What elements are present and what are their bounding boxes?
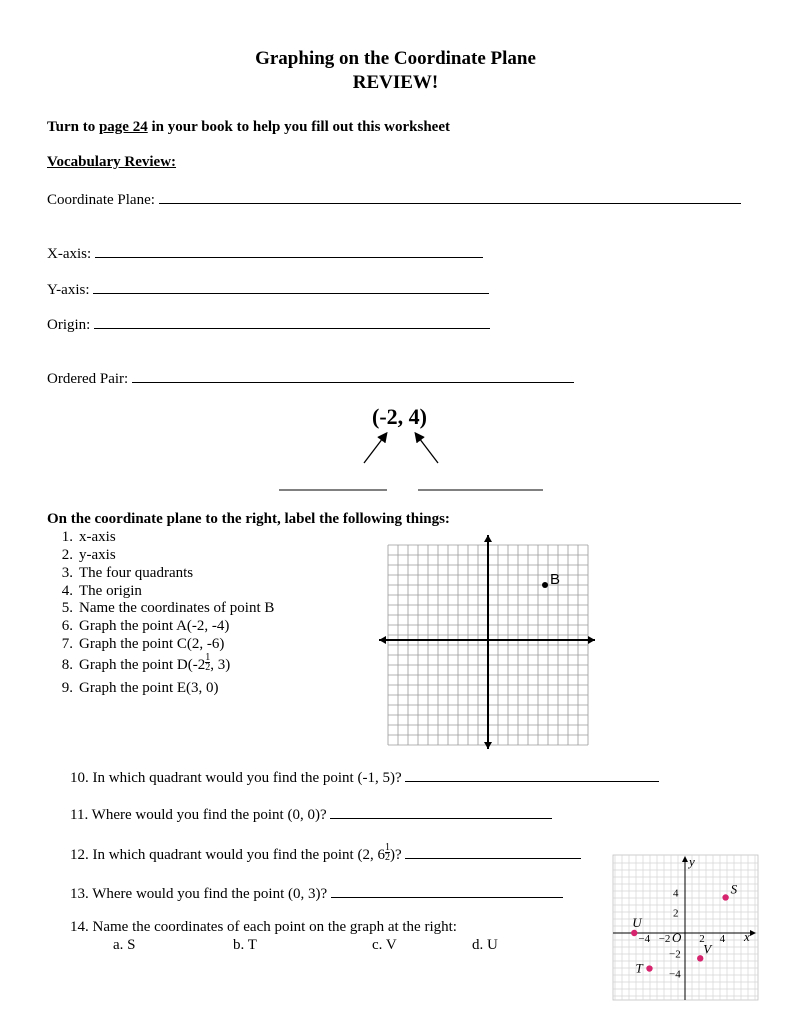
ordered-pair-example: (-2, 4) bbox=[372, 404, 427, 429]
ref-point-u bbox=[631, 930, 637, 936]
item-number: 5. bbox=[61, 600, 73, 616]
fraction-numerator: 1 bbox=[384, 842, 390, 854]
vocab-label: Y-axis: bbox=[47, 282, 90, 298]
question-text: 13. Where would you find the point (0, 3)? bbox=[70, 886, 328, 902]
item-number: 6. bbox=[61, 618, 73, 634]
fraction-numerator: 1 bbox=[205, 652, 211, 664]
page-title: Graphing on the Coordinate Plane bbox=[255, 48, 536, 69]
ref-point-label: S bbox=[730, 881, 738, 897]
q14-part-a: a. S bbox=[113, 937, 136, 953]
ref-y-tick-label: 4 bbox=[673, 887, 679, 900]
ref-x-tick-label: −2 bbox=[658, 933, 671, 945]
ref-point-t bbox=[646, 965, 652, 971]
vocab-label: Ordered Pair: bbox=[47, 371, 129, 387]
ref-x-tick-label: 4 bbox=[719, 933, 726, 945]
ref-y-tick-label: −2 bbox=[669, 948, 681, 961]
item-text: Graph the point E(3, 0) bbox=[79, 680, 219, 696]
vocab-label: X-axis: bbox=[47, 246, 92, 262]
q14-part-d: d. U bbox=[472, 937, 498, 953]
q14-part-c: c. V bbox=[372, 937, 397, 953]
ref-point-s bbox=[722, 894, 728, 900]
question-text: 11. Where would you find the point (0, 0)? bbox=[70, 807, 327, 823]
question-text: 10. In which quadrant would you find the point (-1, 5)? bbox=[70, 770, 402, 786]
item-number: 7. bbox=[61, 636, 73, 652]
item-number: 2. bbox=[61, 547, 73, 563]
vocab-label: Coordinate Plane: bbox=[47, 192, 155, 208]
ref-x-tick-label: 2 bbox=[699, 933, 705, 945]
item-number: 4. bbox=[61, 583, 73, 599]
point-b-label: B bbox=[550, 571, 561, 588]
item-text: Graph the point A(-2, -4) bbox=[79, 618, 230, 634]
fraction-denominator: 2 bbox=[384, 852, 390, 864]
ref-y-axis-label: y bbox=[689, 854, 695, 869]
question-14: 14. Name the coordinates of each point on the graph at the right: bbox=[70, 919, 457, 935]
instruction-suffix: in your book to help you fill out this worksheet bbox=[147, 119, 450, 135]
q14-part-b: b. T bbox=[233, 937, 257, 953]
fraction-denominator: 2 bbox=[205, 662, 211, 674]
item-text: Graph the point D(-2 bbox=[79, 657, 206, 673]
label-section-heading: On the coordinate plane to the right, label the following things: bbox=[47, 511, 450, 527]
instruction-page: page 24 bbox=[98, 119, 148, 135]
item-text: Graph the point C(2, -6) bbox=[79, 636, 225, 652]
vocab-heading: Vocabulary Review: bbox=[47, 154, 177, 170]
page-subtitle: REVIEW! bbox=[352, 72, 439, 93]
item-text: x-axis bbox=[79, 529, 116, 545]
question-text: 12. In which quadrant would you find the point (2, 6 bbox=[70, 847, 385, 863]
ref-x-tick-label: −4 bbox=[638, 933, 651, 945]
ref-point-label: U bbox=[632, 915, 642, 930]
item-number: 1. bbox=[61, 529, 73, 545]
question-text: )? bbox=[389, 847, 402, 863]
vocab-label: Origin: bbox=[47, 317, 91, 333]
ref-point-label: T bbox=[635, 960, 643, 976]
ref-origin-label: O bbox=[672, 930, 682, 945]
item-text: Name the coordinates of point B bbox=[79, 600, 275, 616]
instruction-prefix: Turn to bbox=[47, 119, 99, 135]
item-number: 8. bbox=[61, 657, 73, 673]
ref-y-tick-label: 2 bbox=[673, 907, 679, 920]
item-text: The four quadrants bbox=[79, 565, 194, 581]
ref-x-axis-label: x bbox=[744, 929, 750, 944]
item-text: , 3) bbox=[210, 657, 231, 673]
ref-point-label: V bbox=[703, 941, 712, 957]
item-number: 3. bbox=[61, 565, 73, 581]
item-number: 9. bbox=[61, 680, 73, 696]
item-text: y-axis bbox=[79, 547, 116, 563]
ref-y-tick-label: −4 bbox=[669, 968, 681, 981]
item-text: The origin bbox=[79, 583, 142, 599]
